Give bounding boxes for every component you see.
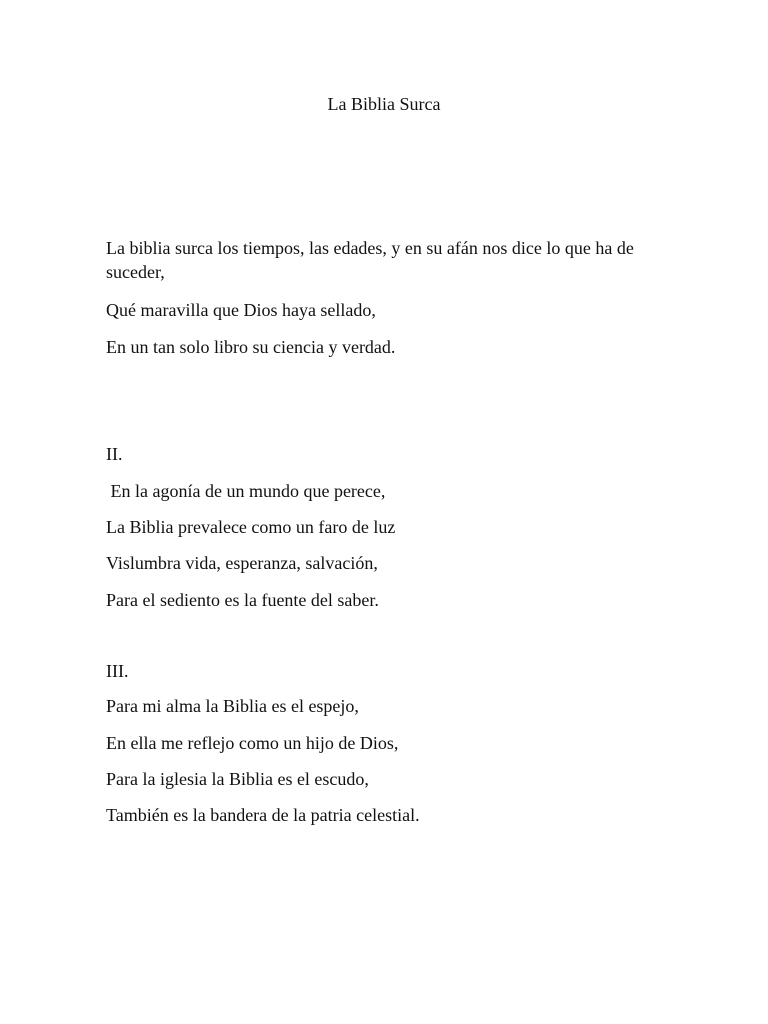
- stanza-2-line-3: Vislumbra vida, esperanza, salvación,: [106, 553, 378, 573]
- stanza-3-line-4: También es la bandera de la patria celestial.: [106, 805, 420, 825]
- stanza-3-line-3: Para la iglesia la Biblia es el escudo,: [106, 769, 369, 789]
- stanza-3-heading: III.: [106, 661, 129, 681]
- stanza-3-line-2: En ella me reflejo como un hijo de Dios,: [106, 733, 399, 753]
- page-title: La Biblia Surca: [327, 94, 441, 114]
- stanza-3-line-1: Para mi alma la Biblia es el espejo,: [106, 696, 359, 716]
- stanza-1-line-3: En un tan solo libro su ciencia y verdad.: [106, 337, 396, 357]
- stanza-1-line-2: Qué maravilla que Dios haya sellado,: [106, 300, 376, 320]
- stanza-2-line-1: En la agonía de un mundo que perece,: [106, 481, 386, 501]
- stanza-1-line-1: La biblia surca los tiempos, las edades, y en su afán nos dice lo que ha de suceder,: [106, 238, 639, 282]
- stanza-2-line-2: La Biblia prevalece como un faro de luz: [106, 517, 396, 537]
- stanza-2-line-4: Para el sediento es la fuente del saber.: [106, 590, 379, 610]
- stanza-2-heading: II.: [106, 444, 123, 464]
